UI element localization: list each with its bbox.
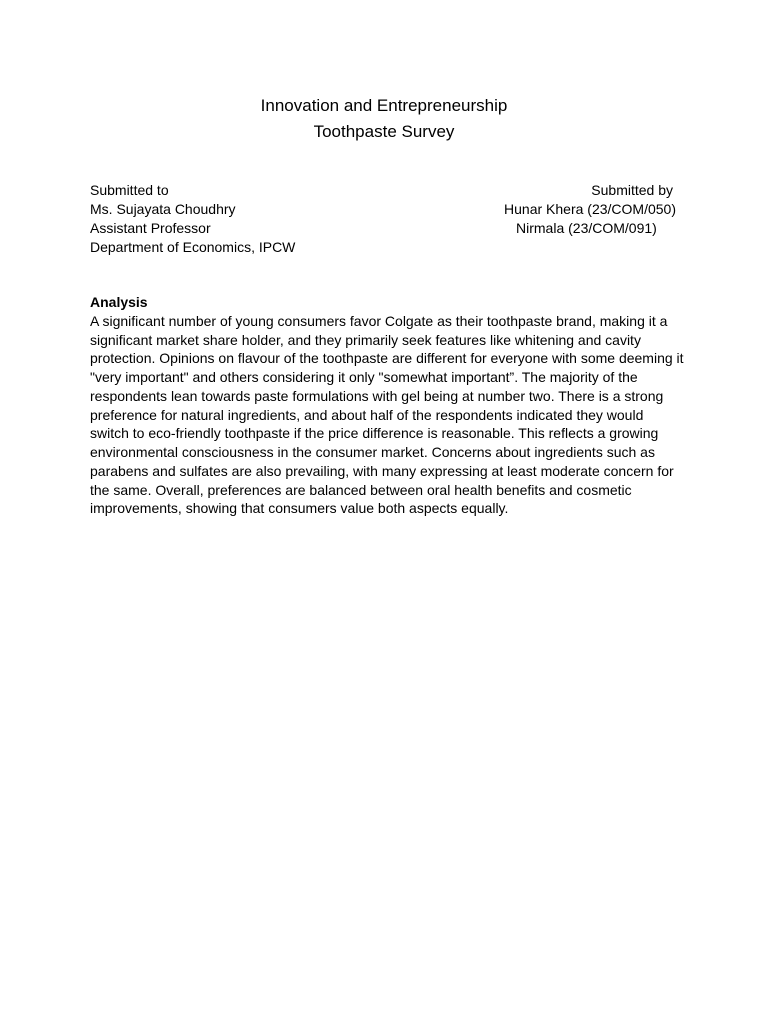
professor-name: Ms. Sujayata Choudhry [90,201,236,217]
professor-designation: Assistant Professor [90,220,211,236]
student-name-1: Hunar Khera (23/COM/050) [504,201,676,217]
analysis-line: the same. Overall, preferences are balanced between oral health benefits and cosmetic [90,481,632,498]
analysis-line: protection. Opinions on flavour of the toothpaste are different for everyone with some deeming it [90,350,684,367]
analysis-line: improvements, showing that consumers value both aspects equally. [90,500,509,517]
analysis-line: respondents lean towards paste formulations with gel being at number two. There is a strong [90,387,664,404]
analysis-line: A significant number of young consumers favor Colgate as their toothpaste brand, making it a [90,312,668,329]
submitted-by-block [500,181,676,238]
submitted-to-heading: Submitted to [90,182,169,198]
document-title: Innovation and Entrepreneurship [260,96,508,115]
analysis-line: significant market share holder, and they primarily seek features like whitening and cavity [90,331,641,348]
analysis-line: switch to eco-friendly toothpaste if the price difference is reasonable. This reflects a growing [90,425,659,442]
submitted-to-block [90,181,295,257]
analysis-line: environmental consciousness in the consumer market. Concerns about ingredients such as [90,444,655,460]
analysis-line: parabens and sulfates are also prevailing, with many expressing at least moderate concern for [90,462,674,479]
submitted-by-heading: Submitted by [591,182,673,198]
document-subtitle: Toothpaste Survey [313,122,455,141]
analysis-paragraph [90,312,684,518]
analysis-heading: Analysis [90,294,148,310]
analysis-line: preference for natural ingredients, and about half of the respondents indicated they would [90,406,644,423]
analysis-line: "very important" and others considering it only "somewhat important”. The majority of the [90,369,638,385]
analysis-section [90,293,684,518]
title-block [0,93,768,145]
department-name: Department of Economics, IPCW [90,239,296,255]
student-name-2: Nirmala (23/COM/091) [516,220,657,236]
